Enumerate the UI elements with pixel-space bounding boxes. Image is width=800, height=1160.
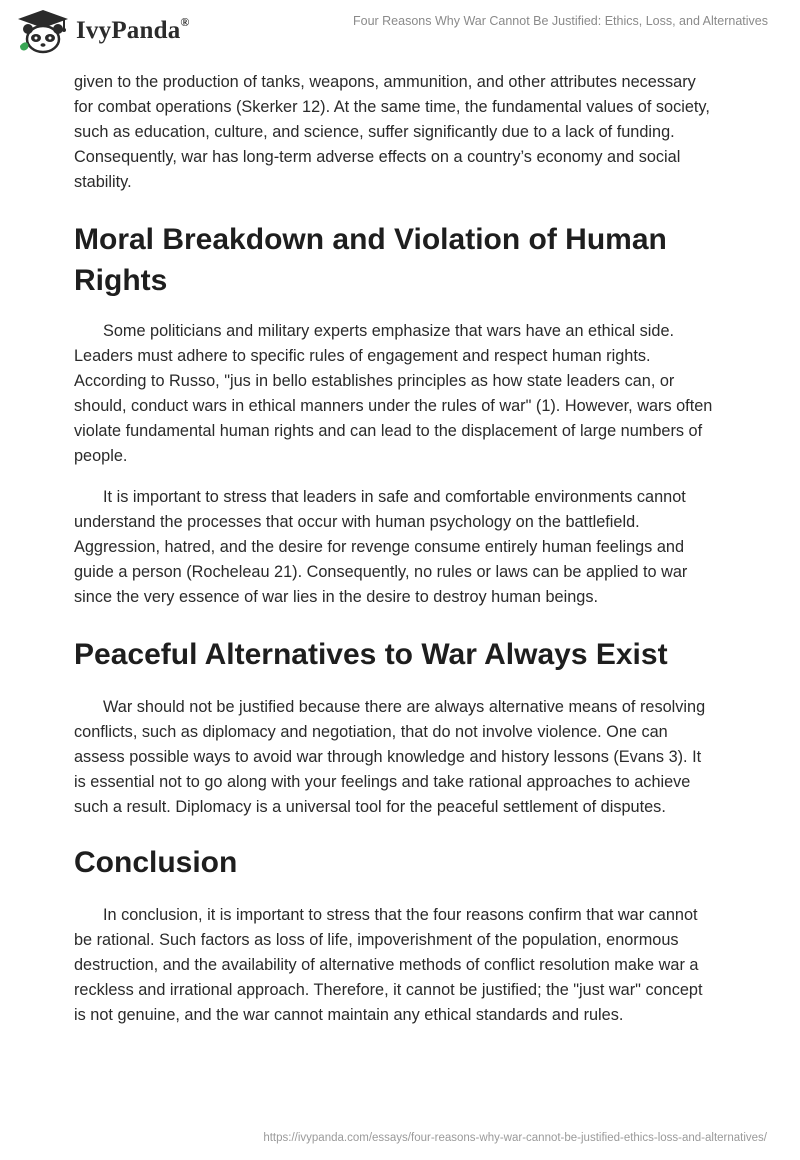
paragraph: It is important to stress that leaders in safe and comfortable environments cannot understand the processes that occur with human psychology on the battlefield. Aggression, hatred, and the desire for revenge consume entirely human feelings and guide a person (Rocheleau 21). Consequently, no rules or laws can be applied to war since the very essence of war lies in the desire to destroy human beings.: [74, 488, 688, 606]
brand-logo[interactable]: [16, 8, 190, 54]
section-heading-peaceful-alternatives: Peaceful Alternatives to War Always Exist: [74, 638, 668, 671]
page-header: [0, 0, 800, 72]
brand-name: IvyPanda®: [76, 15, 190, 44]
paragraph: Some politicians and military experts emphasize that wars have an ethical side. Leaders must adhere to specific rules of engagement and respect human rights. According to Russo, "jus in bello establishes principles as how state leaders can, or should, conduct wars in ethical manners under the rules of war" (1). However, wars often violate fundamental human rights and can lead to the displacement of large numbers of people.: [74, 322, 713, 465]
paragraph: War should not be justified because there are always alternative means of resolving conflicts, such as diplomacy and negotiation, that do not involve violence. One can assess possible ways to avoid war through knowledge and history lessons (Evans 3). It is essential not to go along with your feelings and take rational approaches to achieve such a result. Diplomacy is a universal tool for the peaceful settlement of disputes.: [74, 698, 706, 816]
panda-graduate-icon: [16, 8, 70, 54]
source-url[interactable]: https://ivypanda.com/essays/four-reasons-why-war-cannot-be-justified-ethics-loss-and-alternatives/: [263, 1132, 767, 1144]
essay-body: [74, 70, 714, 1044]
paragraph: In conclusion, it is important to stress that the four reasons confirm that war cannot be rational. Such factors as loss of life, impoverishment of the population, enormous destruction, and the availability of alternative methods of conflict resolution make war a reckless and irrational approach. Therefore, it cannot be justified; the "just war" concept is not genuine, and the war cannot maintain any ethical standards and rules.: [74, 906, 703, 1024]
document-title: Four Reasons Why War Cannot Be Justified: Ethics, Loss, and Alternatives: [352, 14, 768, 28]
intro-paragraph: given to the production of tanks, weapons, ammunition, and other attributes necessary for combat operations (Skerker 12). At the same time, the fundamental values of society, such as education, culture, and science, suffer significantly due to a lack of funding. Consequently, war has long-term adverse effects on a country’s economy and social stability.: [74, 73, 710, 191]
section-heading-moral-breakdown: Moral Breakdown and Violation of Human Rights: [74, 223, 667, 297]
section-heading-conclusion: Conclusion: [74, 846, 238, 879]
